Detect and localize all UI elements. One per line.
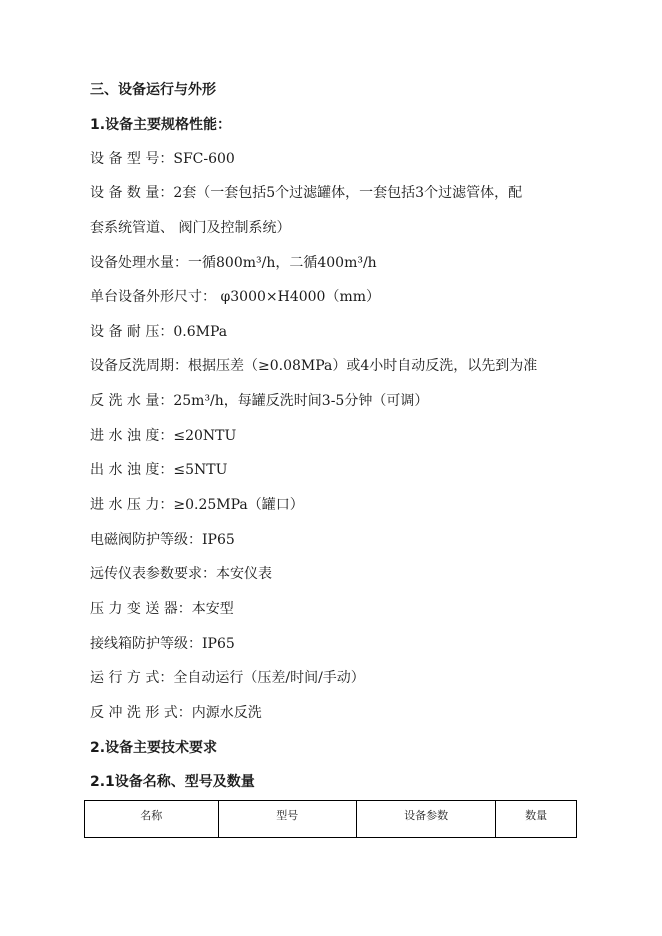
equipment-table [84,800,577,838]
spec-line-backwash-volume: 反 洗 水 量：25m³/h，每罐反洗时间3-5分钟（可调） [90,393,429,409]
spec-line-dimensions: 单台设备外形尺寸： φ3000×H4000（mm） [90,289,381,305]
spec-line-capacity: 设备处理水量：一循800m³/h，二循400m³/h [90,255,377,271]
spec-line-outlet-turbidity: 出 水 浊 度：≤5NTU [90,462,228,478]
table-header-row [85,801,577,838]
spec-line-valve-protection: 电磁阀防护等级：IP65 [90,532,235,548]
spec-line-junction-box: 接线箱防护等级：IP65 [90,636,235,652]
spec-line-model: 设 备 型 号：SFC-600 [90,151,235,167]
spec-line-inlet-turbidity: 进 水 浊 度：≤20NTU [90,428,237,444]
table-header-params: 设备参数 [356,801,495,838]
sub-heading-tech: 2.设备主要技术要求 [90,740,218,756]
spec-line-inlet-pressure: 进 水 压 力：≥0.25MPa（罐口） [90,497,304,513]
table-header-quantity: 数量 [496,801,577,838]
spec-line-quantity-cont: 套系统管道、 阀门及控制系统） [90,220,291,236]
spec-line-quantity: 设 备 数 量：2套（一套包括5个过滤罐体，一套包括3个过滤管体，配 [90,185,523,201]
spec-line-operation-mode: 运 行 方 式：全自动运行（压差/时间/手动） [90,670,365,686]
spec-line-pressure-rating: 设 备 耐 压：0.6MPa [90,324,228,340]
section-heading: 三、设备运行与外形 [90,82,216,98]
table-header-model: 型号 [218,801,356,838]
spec-line-backwash-cycle: 设备反洗周期：根据压差（≥0.08MPa）或4小时自动反洗，以先到为准 [90,358,538,374]
spec-line-backflush-form: 反 冲 洗 形 式：内源水反洗 [90,705,262,721]
sub-heading-equipment-list: 2.1设备名称、型号及数量 [90,774,255,790]
spec-line-instrument: 远传仪表参数要求：本安仪表 [90,566,272,582]
spec-line-transmitter: 压 力 变 送 器：本安型 [90,601,234,617]
sub-heading-specs: 1.设备主要规格性能： [90,117,232,133]
table-header-name: 名称 [85,801,219,838]
